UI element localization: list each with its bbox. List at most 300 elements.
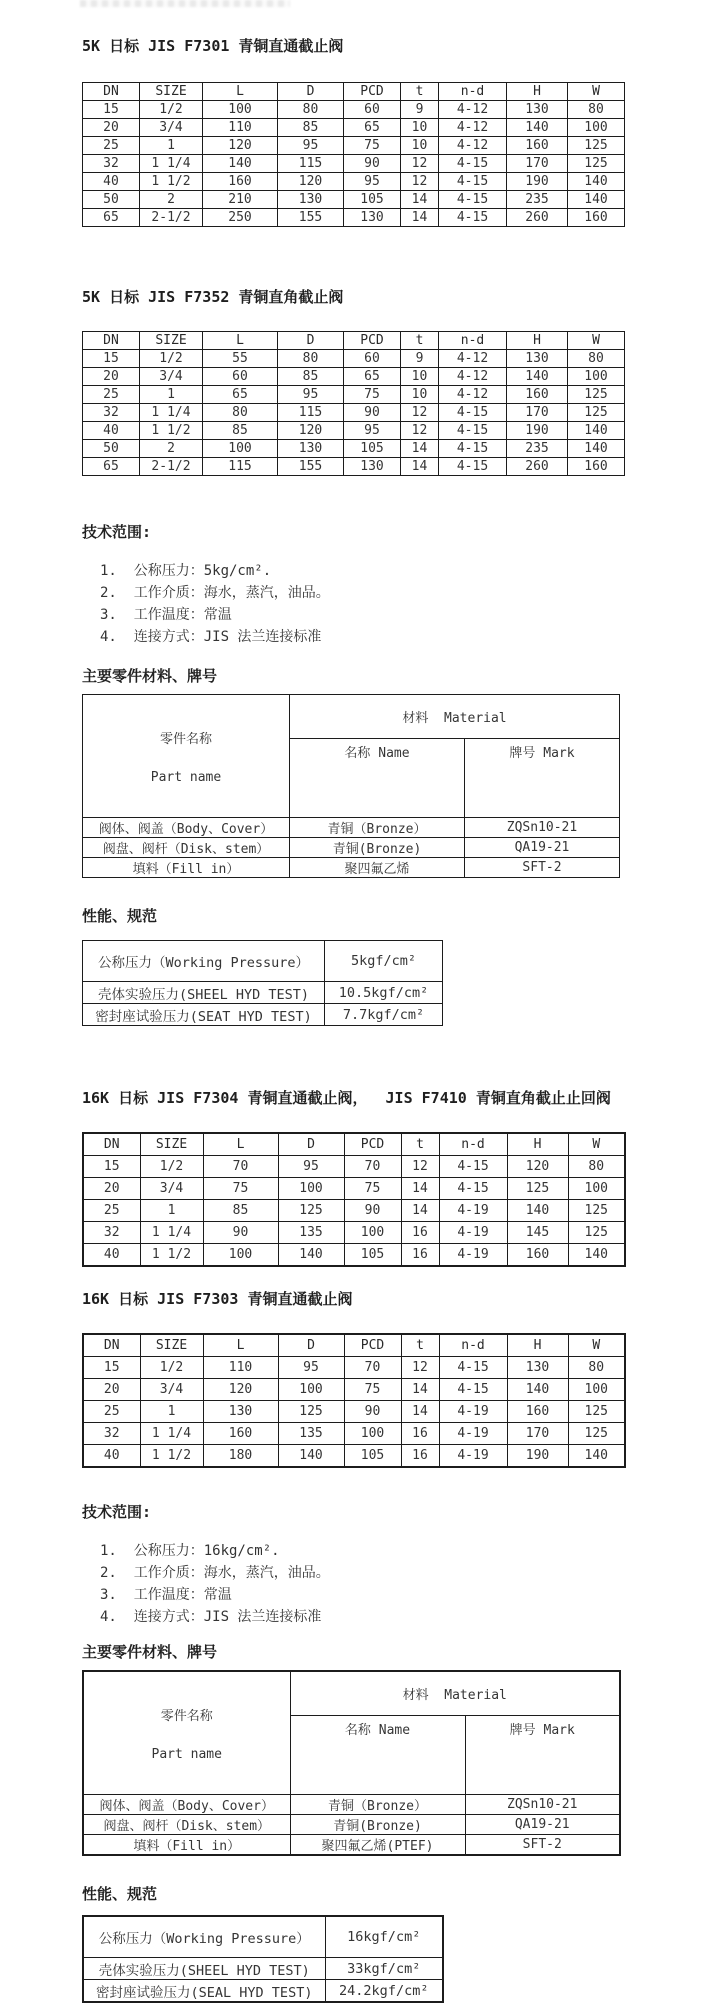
table-cell: 14 [401,1401,439,1423]
column-header: H [507,332,568,350]
perf-value: 16kgf/cm² [325,1916,443,1958]
perf-label: 壳体实验压力(SHEEL HYD TEST) [83,982,325,1004]
table-header-row [83,332,625,350]
table-cell: 90 [344,404,401,422]
table-cell: 125 [568,155,625,173]
table-row [83,1795,620,1815]
table-cell: 65 [83,209,140,227]
table-cell: 100 [278,1178,344,1200]
table-cell: 聚四氟乙烯(PTEF) [290,1835,465,1856]
table-row [83,440,625,458]
table-cell: 190 [507,422,568,440]
table-cell: 145 [507,1222,568,1244]
table-cell: 14 [401,1379,439,1401]
table-cell: 190 [507,173,568,191]
table-row [83,1222,625,1244]
table-cell: 4-15 [439,458,507,476]
table-cell: 140 [568,1445,625,1468]
section-title-performance-5k: 性能、规范 [82,907,158,925]
material-name-header: 名称 Name [290,1715,465,1794]
table-cell: 105 [344,191,401,209]
table-cell: 160 [568,209,625,227]
table-cell: 3/4 [140,368,203,386]
column-header: t [401,1334,439,1357]
table-cell: 100 [568,368,625,386]
column-header: W [568,1133,625,1156]
table-cell: 4-15 [439,191,507,209]
table-cell: 160 [507,386,568,404]
section-title-materials-16k: 主要零件材料、牌号 [82,1643,218,1661]
table-cell: 80 [203,404,278,422]
column-header: DN [83,332,140,350]
table-cell: 9 [401,350,439,368]
table-cell: 100 [203,440,278,458]
table-cell: 2 [140,440,203,458]
table-cell: 阀体、阀盖（Body、Cover） [83,1795,290,1815]
table-cell: 235 [507,191,568,209]
materials-table-16k [82,1670,621,1856]
table-cell: 32 [83,404,140,422]
table-cell: 90 [344,155,401,173]
table-cell: 140 [568,422,625,440]
perf-label: 公称压力（Working Pressure） [83,941,325,982]
table-cell: 阀盘、阀杆（Disk、stem） [83,1815,290,1835]
perf-value: 5kgf/cm² [325,941,443,982]
table-cell: 14 [401,458,439,476]
table-cell: 20 [83,368,140,386]
table-row [83,1357,625,1379]
table-cell: 80 [278,350,344,368]
table-cell: 65 [344,368,401,386]
table-row [83,1958,443,1980]
dimension-table-f7352 [82,331,625,476]
material-mark-header: 牌号 Mark [465,738,620,817]
table-cell: 120 [507,1156,568,1178]
column-header: D [278,332,344,350]
column-header: H [507,83,568,101]
table-cell: 14 [401,1178,439,1200]
performance-table-5k [82,940,443,1026]
table-cell: 1/2 [140,1156,203,1178]
column-header: W [568,83,625,101]
table-cell: 75 [344,1178,401,1200]
materials-header-row-1 [83,695,620,739]
table-cell: 80 [568,101,625,119]
part-name-cn: 零件名称 [160,1709,213,1724]
table-cell: 青铜（Bronze） [290,1795,465,1815]
column-header: H [507,1133,568,1156]
table-row [83,350,625,368]
table-cell: 105 [344,1445,401,1468]
table-cell: 60 [344,350,401,368]
material-mark-header: 牌号 Mark [465,1715,620,1794]
table-cell: 2-1/2 [140,458,203,476]
table-row [83,458,625,476]
table-cell: 20 [83,1379,140,1401]
table-row [83,368,625,386]
table-cell: 1/2 [140,101,203,119]
table-header-row [83,83,625,101]
table-cell: 15 [83,1156,140,1178]
table-row [83,101,625,119]
table-cell: 32 [83,155,140,173]
table-cell: 青铜(Bronze) [290,1815,465,1835]
table-cell: 100 [344,1423,401,1445]
table-cell: 1 1/2 [140,1445,203,1468]
column-header: DN [83,83,140,101]
table-cell: 4-12 [439,137,507,155]
table-cell: 9 [401,101,439,119]
table-cell: 160 [203,173,278,191]
table-cell: 4-15 [439,155,507,173]
table-cell: 130 [507,101,568,119]
table-row [83,1916,443,1958]
table-cell: 160 [507,1401,568,1423]
table-cell: 阀体、阀盖（Body、Cover） [83,818,290,838]
table-row [83,173,625,191]
table-cell: 4-19 [439,1222,507,1244]
table-cell: 1 1/4 [140,404,203,422]
table-row [83,858,620,878]
table-cell: 180 [203,1445,278,1468]
table-cell: 14 [401,191,439,209]
column-header: SIZE [140,1334,203,1357]
table-cell: 16 [401,1445,439,1468]
table-cell: 1 1/2 [140,173,203,191]
tech-scope-item: 3. 工作温度：常温 [100,607,232,623]
table-cell: 85 [278,368,344,386]
table-header-row [83,1334,625,1357]
table-cell: 120 [203,1379,278,1401]
column-header: SIZE [140,332,203,350]
table-cell: 25 [83,1401,140,1423]
table-row [83,422,625,440]
materials-table-5k [82,694,620,878]
table-row [83,1156,625,1178]
column-header: L [203,1334,278,1357]
table-cell: 10 [401,386,439,404]
table-cell: 15 [83,1357,140,1379]
table-cell: 4-15 [439,1357,507,1379]
performance-table-16k [82,1915,444,2003]
column-header: t [401,83,439,101]
perf-label: 密封座试验压力(SEAT HYD TEST) [83,1004,325,1026]
table-cell: 75 [203,1178,278,1200]
table-cell: 65 [83,458,140,476]
table-cell: 125 [278,1401,344,1423]
table-cell: 10 [401,137,439,155]
table-cell: 160 [507,1244,568,1267]
column-header: L [203,1133,278,1156]
table-cell: 260 [507,209,568,227]
table-cell: 25 [83,386,140,404]
table-cell: 10 [401,368,439,386]
table-cell: 60 [344,101,401,119]
table-cell: 20 [83,1178,140,1200]
table-cell: 85 [278,119,344,137]
section-title-f7304: 16K 日标 JIS F7304 青铜直通截止阀， JIS F7410 青铜直角截止止回阀 [82,1089,611,1107]
table-cell: 65 [344,119,401,137]
table-cell: 75 [344,386,401,404]
table-row [83,1401,625,1423]
table-cell: 120 [278,422,344,440]
table-cell: 75 [344,1379,401,1401]
material-header-cell: 材料 Material [290,695,620,739]
column-header: D [278,1133,344,1156]
table-cell: 130 [507,350,568,368]
table-row [83,119,625,137]
section-title-materials-5k: 主要零件材料、牌号 [82,667,218,685]
tech-scope-item: 3. 工作温度：常温 [100,1587,232,1603]
column-header: DN [83,1334,140,1357]
table-cell: 95 [278,137,344,155]
table-cell: 140 [568,173,625,191]
table-cell: 100 [344,1222,401,1244]
table-cell: 青铜(Bronze) [290,838,465,858]
perf-value: 33kgf/cm² [325,1958,443,1980]
table-row [83,1980,443,2003]
table-cell: 170 [507,404,568,422]
table-cell: QA19-21 [465,1815,620,1835]
table-cell: 4-15 [439,209,507,227]
table-cell: 15 [83,350,140,368]
table-cell: 75 [344,137,401,155]
table-cell: 125 [568,1401,625,1423]
table-cell: 14 [401,209,439,227]
column-header: W [568,332,625,350]
table-cell: 16 [401,1423,439,1445]
table-row [83,1200,625,1222]
table-cell: 95 [278,386,344,404]
column-header: D [278,1334,344,1357]
cutoff-text-remnant [80,0,290,7]
table-cell: 3/4 [140,119,203,137]
table-cell: 125 [278,1200,344,1222]
column-header: SIZE [140,1133,203,1156]
perf-value: 7.7kgf/cm² [325,1004,443,1026]
table-cell: 80 [278,101,344,119]
table-cell: 125 [568,137,625,155]
column-header: PCD [344,332,401,350]
table-cell: 140 [568,440,625,458]
table-cell: 120 [203,137,278,155]
table-cell: 1 1/4 [140,1423,203,1445]
section-title-f7303: 16K 日标 JIS F7303 青铜直通截止阀 [82,1290,353,1308]
table-row [83,191,625,209]
table-cell: 1 1/2 [140,422,203,440]
table-cell: 125 [568,1200,625,1222]
table-cell: 25 [83,1200,140,1222]
table-cell: 3/4 [140,1379,203,1401]
table-cell: 4-15 [439,440,507,458]
table-row [83,818,620,838]
tech-scope-list-16k [82,1540,700,1628]
dimension-table-f7301 [82,82,625,227]
tech-scope-list-5k [82,560,700,648]
table-cell: 4-15 [439,173,507,191]
table-cell: 160 [203,1423,278,1445]
column-header: DN [83,1133,140,1156]
table-cell: 115 [278,155,344,173]
table-row [83,838,620,858]
table-cell: 250 [203,209,278,227]
tech-scope-item: 2. 工作介质：海水，蒸汽，油品。 [100,1565,330,1581]
table-cell: ZQSn10-21 [465,1795,620,1815]
table-cell: 4-12 [439,368,507,386]
table-cell: 1/2 [140,350,203,368]
table-row [83,941,443,982]
table-cell: 140 [507,1379,568,1401]
section-title-performance-16k: 性能、规范 [82,1885,158,1903]
table-row [83,209,625,227]
table-cell: 130 [278,440,344,458]
table-row [83,155,625,173]
table-cell: 填料（Fill in） [83,1835,290,1856]
table-cell: 1 [140,137,203,155]
table-cell: 12 [401,422,439,440]
table-cell: 4-15 [439,422,507,440]
table-cell: SFT-2 [465,858,620,878]
table-cell: 40 [83,422,140,440]
table-cell: 90 [344,1200,401,1222]
table-cell: 1 [140,1401,203,1423]
table-cell: 130 [344,458,401,476]
table-cell: 130 [203,1401,278,1423]
table-cell: 140 [507,119,568,137]
table-cell: 2-1/2 [140,209,203,227]
table-cell: ZQSn10-21 [465,818,620,838]
table-cell: 14 [401,1200,439,1222]
table-cell: 40 [83,1244,140,1267]
table-cell: 32 [83,1423,140,1445]
table-cell: 140 [278,1244,344,1267]
table-cell: 4-12 [439,350,507,368]
column-header: SIZE [140,83,203,101]
table-cell: 115 [278,404,344,422]
table-cell: 80 [568,1357,625,1379]
table-cell: 16 [401,1222,439,1244]
table-cell: 160 [568,458,625,476]
table-cell: 100 [568,119,625,137]
column-header: n-d [439,1133,507,1156]
table-cell: 130 [278,191,344,209]
table-cell: 115 [203,458,278,476]
table-cell: 40 [83,1445,140,1468]
table-cell: 60 [203,368,278,386]
table-row [83,1815,620,1835]
part-name-cn: 零件名称 [159,732,212,747]
column-header: L [203,83,278,101]
table-cell: 135 [278,1222,344,1244]
table-cell: 140 [507,1200,568,1222]
column-header: t [401,1133,439,1156]
table-cell: 4-12 [439,386,507,404]
table-cell: 4-19 [439,1200,507,1222]
table-cell: 155 [278,458,344,476]
table-cell: 1 1/4 [140,155,203,173]
part-name-header-cell [83,1671,290,1795]
table-cell: 120 [278,173,344,191]
table-cell: 70 [344,1357,401,1379]
part-name-header-cell [83,695,290,818]
table-row [83,404,625,422]
table-cell: 1 1/2 [140,1244,203,1267]
column-header: PCD [344,1133,401,1156]
table-cell: 12 [401,1156,439,1178]
table-cell: 125 [568,404,625,422]
table-cell: 4-19 [439,1244,507,1267]
table-cell: 170 [507,155,568,173]
table-cell: 32 [83,1222,140,1244]
column-header: W [568,1334,625,1357]
perf-value: 10.5kgf/cm² [325,982,443,1004]
column-header: n-d [439,83,507,101]
materials-header-row-1 [83,1671,620,1715]
table-cell: 15 [83,101,140,119]
table-row [83,1423,625,1445]
table-cell: 100 [278,1379,344,1401]
table-row [83,1379,625,1401]
table-cell: 4-12 [439,101,507,119]
table-cell: 16 [401,1244,439,1267]
column-header: L [203,332,278,350]
table-cell: 100 [568,1379,625,1401]
table-cell: 55 [203,350,278,368]
column-header: t [401,332,439,350]
table-cell: 1 [140,386,203,404]
table-cell: 50 [83,440,140,458]
table-cell: 95 [344,422,401,440]
table-cell: 170 [507,1423,568,1445]
table-cell: 210 [203,191,278,209]
table-cell: 135 [278,1423,344,1445]
table-cell: 70 [203,1156,278,1178]
table-row [83,1178,625,1200]
table-cell: 1 1/4 [140,1222,203,1244]
table-cell: 110 [203,119,278,137]
table-cell: 125 [568,1222,625,1244]
table-cell: 100 [203,1244,278,1267]
tech-scope-item: 2. 工作介质：海水，蒸汽，油品。 [100,585,330,601]
table-cell: 235 [507,440,568,458]
perf-value: 24.2kgf/cm² [325,1980,443,2003]
table-cell: 95 [344,173,401,191]
table-cell: 2 [140,191,203,209]
table-cell: 70 [344,1156,401,1178]
table-header-row [83,1133,625,1156]
table-cell: 聚四氟乙烯 [290,858,465,878]
table-cell: 140 [278,1445,344,1468]
table-cell: 140 [568,1244,625,1267]
dimension-table-f7304 [82,1132,626,1267]
table-cell: 青铜（Bronze） [290,818,465,838]
table-cell: 65 [203,386,278,404]
table-cell: 130 [507,1357,568,1379]
table-cell: 105 [344,1244,401,1267]
part-name-en: Part name [151,1747,222,1762]
column-header: n-d [439,1334,507,1357]
table-cell: 100 [203,101,278,119]
table-cell: 260 [507,458,568,476]
table-cell: 85 [203,422,278,440]
table-cell: 90 [344,1401,401,1423]
perf-label: 壳体实验压力(SHEEL HYD TEST) [83,1958,325,1980]
dimension-table-f7303 [82,1333,626,1468]
table-cell: 50 [83,191,140,209]
table-cell: 12 [401,404,439,422]
table-cell: 填料（Fill in） [83,858,290,878]
table-cell: 80 [568,1156,625,1178]
